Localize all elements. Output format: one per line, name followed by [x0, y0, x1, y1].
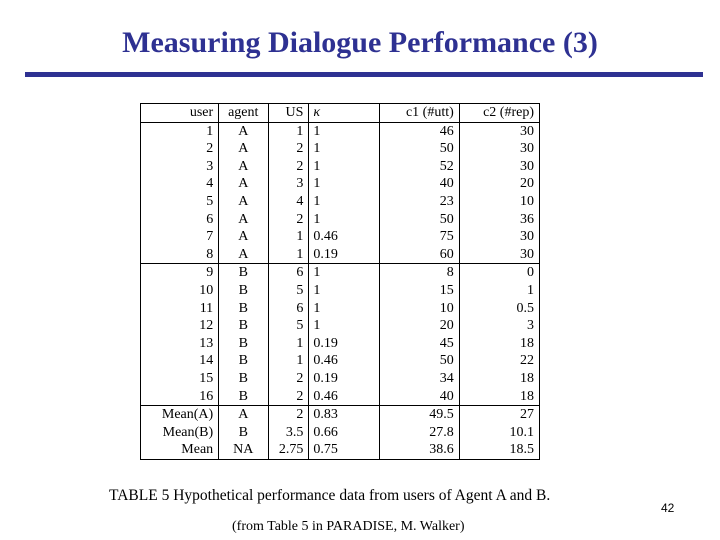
- cell-us: 2: [269, 406, 309, 424]
- performance-table: [140, 103, 540, 460]
- cell-kappa: 0.19: [309, 370, 379, 388]
- cell-us: 4: [269, 193, 309, 211]
- cell-agent: A: [219, 158, 269, 176]
- cell-user: 15: [141, 370, 219, 388]
- cell-kappa: 1: [309, 158, 379, 176]
- cell-agent: A: [219, 228, 269, 246]
- cell-c2: 20: [520, 176, 534, 192]
- cell-kappa: 1: [309, 264, 379, 282]
- cell-c2: 0.5: [516, 300, 534, 316]
- cell-us: 1: [269, 246, 309, 264]
- table-row: [141, 228, 540, 246]
- cell-c2: 27: [520, 407, 534, 423]
- cell-c2: 30: [520, 158, 534, 174]
- cell-user: Mean(B): [141, 424, 219, 442]
- cell-kappa: 1: [309, 211, 379, 229]
- cell-c1: 23: [379, 193, 459, 211]
- cell-c1: 52: [379, 158, 459, 176]
- cell-c1: 27.8: [379, 424, 459, 442]
- cell-user: 2: [141, 140, 219, 158]
- cell-agent: B: [219, 388, 269, 406]
- header-user: user: [141, 104, 219, 123]
- cell-kappa: 1: [309, 193, 379, 211]
- cell-agent: B: [219, 352, 269, 370]
- table-body: [141, 122, 540, 459]
- cell-c1: 34: [379, 370, 459, 388]
- cell-us: 3: [269, 175, 309, 193]
- table-row: [141, 211, 540, 229]
- cell-kappa: 1: [309, 140, 379, 158]
- cell-kappa: 1: [309, 175, 379, 193]
- cell-kappa: 1: [309, 300, 379, 318]
- cell-us: 2: [269, 388, 309, 406]
- cell-c1: 38.6: [379, 441, 459, 459]
- cell-user: Mean(A): [141, 406, 219, 424]
- cell-user: 1: [141, 122, 219, 140]
- table-row: [141, 300, 540, 318]
- cell-c2: 22: [520, 353, 534, 369]
- header-kappa: κ: [309, 104, 379, 123]
- cell-us: 1: [269, 122, 309, 140]
- cell-us: 2: [269, 370, 309, 388]
- cell-c1: 50: [379, 211, 459, 229]
- table-row: [141, 175, 540, 193]
- table-row: [141, 140, 540, 158]
- cell-c1: 8: [379, 264, 459, 282]
- cell-user: 11: [141, 300, 219, 318]
- header-c2: c2 (#rep): [459, 104, 539, 123]
- cell-kappa: 0.19: [309, 335, 379, 353]
- cell-c1: 15: [379, 282, 459, 300]
- cell-c2: 3: [527, 318, 534, 334]
- header-us: US: [269, 104, 309, 123]
- cell-us: 2: [269, 158, 309, 176]
- source-note: (from Table 5 in PARADISE, M. Walker): [232, 519, 465, 534]
- cell-kappa: 0.46: [309, 388, 379, 406]
- table-row: [141, 441, 540, 459]
- cell-us: 2.75: [269, 441, 309, 459]
- cell-c1: 50: [379, 140, 459, 158]
- cell-c2: 10.1: [509, 424, 534, 440]
- table-row: [141, 317, 540, 335]
- cell-agent: B: [219, 264, 269, 282]
- cell-agent: B: [219, 317, 269, 335]
- cell-agent: B: [219, 335, 269, 353]
- cell-c2: 18: [520, 370, 534, 386]
- cell-us: 6: [269, 300, 309, 318]
- table-header-row: [141, 104, 540, 123]
- cell-kappa: 0.19: [309, 246, 379, 264]
- cell-user: 3: [141, 158, 219, 176]
- cell-user: 8: [141, 246, 219, 264]
- cell-c2: 30: [520, 141, 534, 157]
- slide-title: Measuring Dialogue Performance (3): [122, 26, 598, 59]
- cell-c1: 20: [379, 317, 459, 335]
- table-row: [141, 424, 540, 442]
- table-caption: TABLE 5 Hypothetical performance data from users of Agent A and B.: [109, 487, 551, 504]
- table-row: [141, 335, 540, 353]
- page-number: 42: [661, 501, 675, 515]
- cell-kappa: 0.46: [309, 352, 379, 370]
- cell-c1: 49.5: [379, 406, 459, 424]
- cell-user: 14: [141, 352, 219, 370]
- cell-c1: 40: [379, 175, 459, 193]
- cell-agent: A: [219, 211, 269, 229]
- cell-user: Mean: [141, 441, 219, 459]
- cell-user: 13: [141, 335, 219, 353]
- cell-c1: 75: [379, 228, 459, 246]
- cell-kappa: 0.46: [309, 228, 379, 246]
- cell-us: 5: [269, 317, 309, 335]
- cell-user: 5: [141, 193, 219, 211]
- cell-us: 2: [269, 140, 309, 158]
- cell-user: 16: [141, 388, 219, 406]
- cell-us: 1: [269, 228, 309, 246]
- cell-kappa: 0.83: [309, 406, 379, 424]
- cell-kappa: 1: [309, 122, 379, 140]
- cell-c2: 30: [459, 246, 539, 264]
- cell-agent: A: [219, 246, 269, 264]
- cell-c2: 18.5: [509, 442, 534, 458]
- cell-kappa: 1: [309, 317, 379, 335]
- cell-c2: 18: [520, 335, 534, 351]
- table-row: [141, 370, 540, 388]
- cell-c1: 10: [379, 300, 459, 318]
- cell-c2: 36: [520, 211, 534, 227]
- table-row: [141, 264, 540, 282]
- cell-us: 3.5: [269, 424, 309, 442]
- cell-agent: B: [219, 282, 269, 300]
- cell-agent: A: [219, 406, 269, 424]
- cell-agent: A: [219, 122, 269, 140]
- cell-kappa: 0.75: [309, 441, 379, 459]
- cell-c1: 60: [379, 246, 459, 264]
- cell-user: 7: [141, 228, 219, 246]
- cell-agent: A: [219, 175, 269, 193]
- cell-agent: NA: [219, 441, 269, 459]
- table-row: [141, 246, 540, 264]
- cell-c2: 10: [520, 193, 534, 209]
- cell-us: 2: [269, 211, 309, 229]
- cell-user: 6: [141, 211, 219, 229]
- cell-agent: B: [219, 300, 269, 318]
- cell-us: 5: [269, 282, 309, 300]
- cell-c2: 18: [459, 388, 539, 406]
- cell-c1: 40: [379, 388, 459, 406]
- cell-c2: 30: [520, 123, 534, 139]
- cell-c1: 45: [379, 335, 459, 353]
- cell-agent: A: [219, 193, 269, 211]
- table-row: [141, 122, 540, 140]
- table-row: [141, 388, 540, 406]
- cell-c2: 0: [527, 265, 534, 281]
- cell-c1: 50: [379, 352, 459, 370]
- table-row: [141, 193, 540, 211]
- cell-user: 9: [141, 264, 219, 282]
- table-row: [141, 282, 540, 300]
- table-row: [141, 352, 540, 370]
- cell-c2: 30: [520, 229, 534, 245]
- header-c1: c1 (#utt): [379, 104, 459, 123]
- cell-c1: 46: [379, 122, 459, 140]
- cell-us: 1: [269, 335, 309, 353]
- cell-user: 12: [141, 317, 219, 335]
- cell-agent: A: [219, 140, 269, 158]
- cell-c2: 1: [527, 282, 534, 298]
- performance-table-container: [140, 103, 540, 460]
- header-agent: agent: [219, 104, 269, 123]
- cell-kappa: 0.66: [309, 424, 379, 442]
- cell-agent: B: [219, 424, 269, 442]
- cell-us: 6: [269, 264, 309, 282]
- cell-us: 1: [269, 352, 309, 370]
- cell-user: 10: [141, 282, 219, 300]
- cell-kappa: 1: [309, 282, 379, 300]
- title-divider: [25, 72, 703, 77]
- cell-user: 4: [141, 175, 219, 193]
- cell-agent: B: [219, 370, 269, 388]
- table-row: [141, 406, 540, 424]
- table-row: [141, 158, 540, 176]
